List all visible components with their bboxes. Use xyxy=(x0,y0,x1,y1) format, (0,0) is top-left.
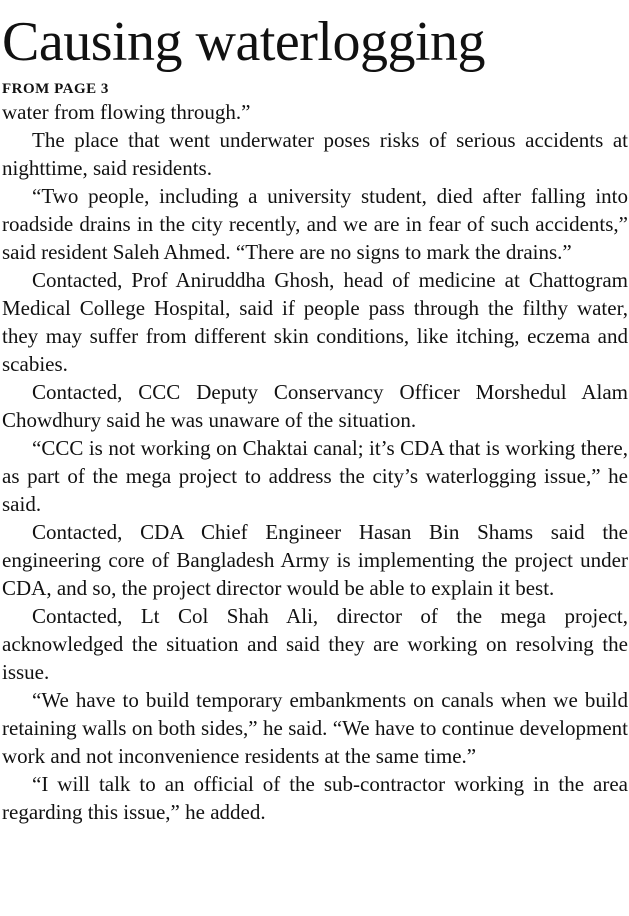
article xyxy=(2,0,628,826)
paragraph: “Two people, including a university student, died after falling into roadside drains in the city recently, and we are in fear of such accidents,” said resident Saleh Ahmed. “There are no signs to mark the drains.” xyxy=(2,184,628,264)
headline: Causing waterlogging xyxy=(2,11,486,73)
paragraph: “CCC is not working on Chaktai canal; it’s CDA that is working there, as part of the mega project to address the city’s waterlogging issue,” he said. xyxy=(2,436,628,516)
paragraph: Contacted, Lt Col Shah Ali, director of the mega project, acknowledged the situation and said they are working on resolving the issue. xyxy=(2,604,628,684)
paragraph: “I will talk to an official of the sub-contractor working in the area regarding this issue,” he added. xyxy=(2,772,628,824)
paragraph: Contacted, CCC Deputy Conservancy Officer Morshedul Alam Chowdhury said he was unaware of the situation. xyxy=(2,380,628,432)
paragraph: water from flowing through.” xyxy=(2,100,251,124)
paragraph: “We have to build temporary embankments on canals when we build retaining walls on both sides,” he said. “We have to continue development work and not inconvenience residents at the same time.” xyxy=(2,688,628,768)
article-body xyxy=(2,98,628,826)
jump-line: FROM PAGE 3 xyxy=(2,81,109,97)
paragraph: Contacted, Prof Aniruddha Ghosh, head of medicine at Chattogram Medical College Hospital, said if people pass through the filthy water, they may suffer from different skin conditions, like itching, eczema and scabies. xyxy=(2,268,628,376)
paragraph: Contacted, CDA Chief Engineer Hasan Bin Shams said the engineering core of Bangladesh Army is implementing the project under CDA, and so, the project director would be able to explain it best. xyxy=(2,520,628,600)
paragraph: The place that went underwater poses risks of serious accidents at nighttime, said residents. xyxy=(2,128,628,180)
